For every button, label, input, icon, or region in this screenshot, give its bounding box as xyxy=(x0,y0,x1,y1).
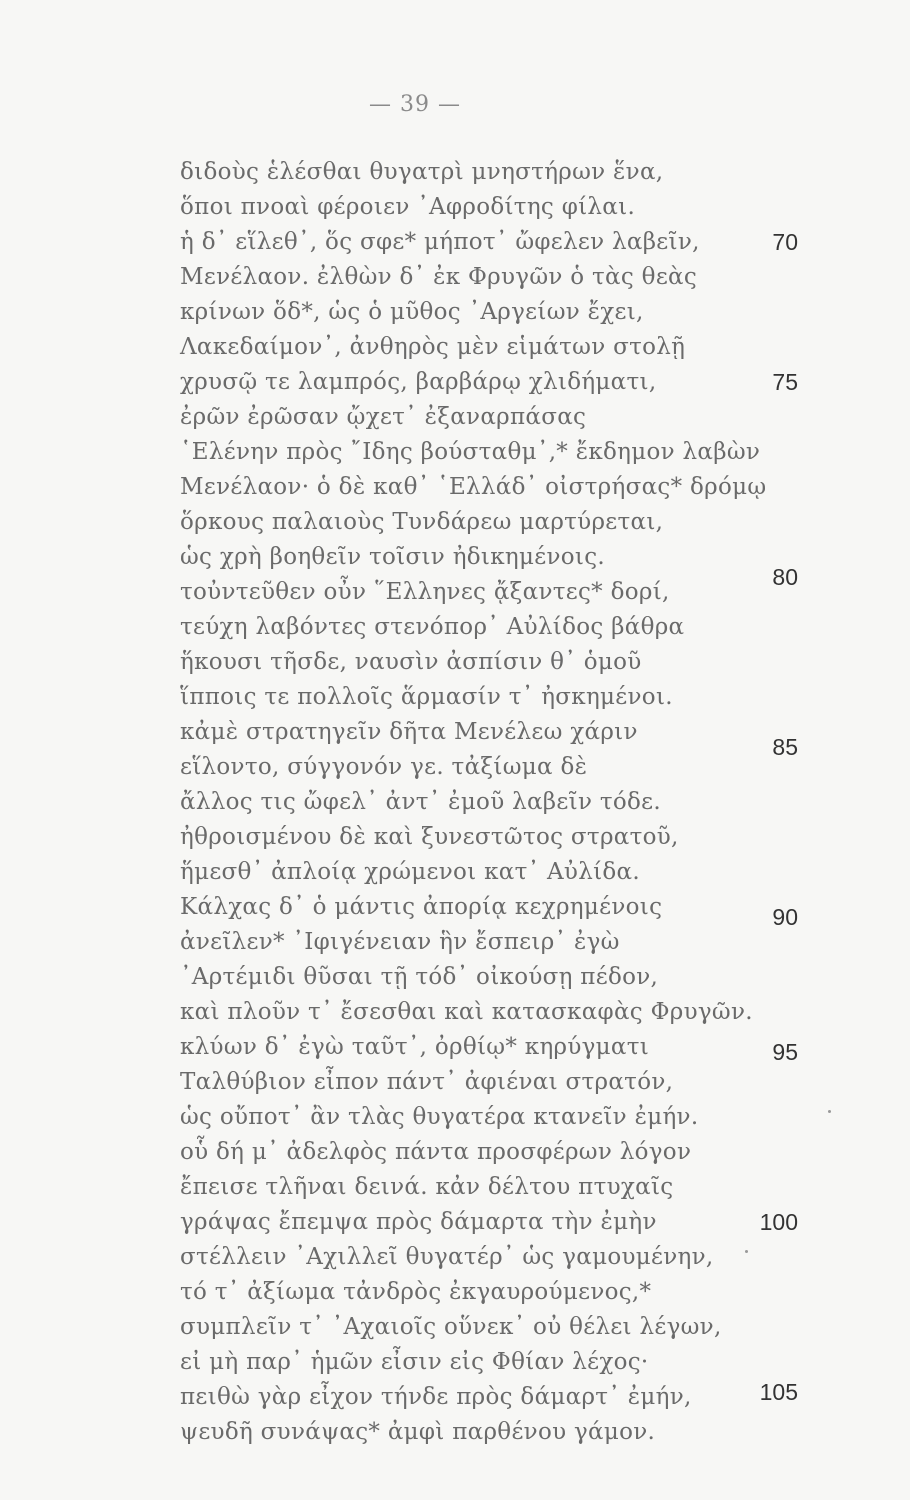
verse-line: συμπλεῖν τ᾿ ᾿Αχαιοῖς οὕνεκ᾿ οὐ θέλει λέγων, xyxy=(180,1314,722,1340)
line-number: 75 xyxy=(772,369,798,395)
verse-line: Κάλχας δ᾿ ὁ μάντις ἀπορίᾳ κεχρημένοις xyxy=(180,894,663,920)
verse-line: Μενέλαον· ὁ δὲ καθ᾿ ῾Ελλάδ᾿ οἰστρήσας* δρόμῳ xyxy=(180,474,767,500)
verse-line: εἵλοντο, σύγγονόν γε. τἀξίωμα δὲ xyxy=(180,754,588,780)
verse-line: τό τ᾿ ἀξίωμα τἀνδρὸς ἐκγαυρούμενος,* xyxy=(180,1279,652,1305)
verse-line: ἠθροισμένου δὲ καὶ ξυνεστῶτος στρατοῦ, xyxy=(180,824,679,850)
verse-line: ἥκουσι τῆσδε, ναυσὶν ἀσπίσιν θ᾿ ὁμοῦ xyxy=(180,649,642,675)
verse-line: Λακεδαίμον᾿, ἀνθηρὸς μὲν εἱμάτων στολῇ xyxy=(180,334,686,360)
verse-line: ἐρῶν ἐρῶσαν ᾤχετ᾿ ἐξαναρπάσας xyxy=(180,404,587,430)
verse-line: ὅρκους παλαιοὺς Τυνδάρεω μαρτύρεται, xyxy=(180,509,664,535)
verse-line: κλύων δ᾿ ἐγὼ ταῦτ᾿, ὀρθίῳ* κηρύγματι xyxy=(180,1034,650,1060)
verse-line: καὶ πλοῦν τ᾿ ἔσεσθαι καὶ κατασκαφὰς Φρυγῶν. xyxy=(180,999,753,1025)
line-number: 70 xyxy=(772,229,798,255)
verse-line: ὅποι πνοαὶ φέροιεν ᾿Αφροδίτης φίλαι. xyxy=(180,194,636,220)
verse-line: τεύχη λαβόντες στενόπορ᾿ Αὐλίδος βάθρα xyxy=(180,614,685,640)
verse-line: ᾿Αρτέμιδι θῦσαι τῇ τόδ᾿ οἰκούσῃ πέδον, xyxy=(180,964,659,990)
verse-line: ἡ δ᾿ εἵλεθ᾿, ὅς σφε* μήποτ᾿ ὤφελεν λαβεῖν, xyxy=(180,229,700,255)
verse-line: ἥμεσθ᾿ ἀπλοίᾳ χρώμενοι κατ᾿ Αὐλίδα. xyxy=(180,859,640,885)
line-number: 80 xyxy=(772,564,798,590)
verse-line: οὗ δή μ᾿ ἀδελφὸς πάντα προσφέρων λόγον xyxy=(180,1139,692,1165)
verse-line: διδοὺς ἑλέσθαι θυγατρὶ μνηστήρων ἕνα, xyxy=(180,159,664,185)
line-number: 90 xyxy=(772,904,798,930)
speck-mark xyxy=(828,1110,831,1113)
verse-line: ἔπεισε τλῆναι δεινά. κἀν δέλτου πτυχαῖς xyxy=(180,1174,674,1200)
verse-line: ἀνεῖλεν* ᾿Ιφιγένειαν ἣν ἔσπειρ᾿ ἐγὼ xyxy=(180,929,620,955)
verse-line: κἀμὲ στρατηγεῖν δῆτα Μενέλεω χάριν xyxy=(180,719,638,745)
line-number: 85 xyxy=(772,734,798,760)
verse-line: Ταλθύβιον εἶπον πάντ᾿ ἀφιέναι στρατόν, xyxy=(180,1069,674,1095)
verse-line: ὡς χρὴ βοηθεῖν τοῖσιν ἠδικημένοις. xyxy=(180,544,605,570)
verse-line: στέλλειν ᾿Αχιλλεῖ θυγατέρ᾿ ὡς γαμουμένην, xyxy=(180,1244,714,1270)
line-number: 100 xyxy=(759,1209,798,1235)
verse-line: ψευδῆ συνάψας* ἀμφὶ παρθένου γάμον. xyxy=(180,1419,656,1445)
verse-line: χρυσῷ τε λαμπρός, βαρβάρῳ χλιδήματι, xyxy=(180,369,657,395)
page-number: — 39 — xyxy=(369,92,461,117)
verse-line: κρίνων ὅδ*, ὡς ὁ μῦθος ᾿Αργείων ἔχει, xyxy=(180,299,644,325)
verse-line: πειθὼ γὰρ εἶχον τήνδε πρὸς δάμαρτ᾿ ἐμήν, xyxy=(180,1384,692,1410)
verse-line: τοὐντεῦθεν οὖν ῞Ελληνες ᾄξαντες* δορί, xyxy=(180,579,670,605)
line-number: 105 xyxy=(759,1379,798,1405)
verse-line: Μενέλαον. ἐλθὼν δ᾿ ἐκ Φρυγῶν ὁ τὰς θεὰς xyxy=(180,264,698,290)
speck-mark xyxy=(745,1250,748,1253)
verse-line: ῾Ελένην πρὸς ῎Ιδης βούσταθμ᾿,* ἔκδημον λαβὼν xyxy=(180,439,761,465)
verse-line: γράψας ἔπεμψα πρὸς δάμαρτα τὴν ἐμὴν xyxy=(180,1209,657,1235)
line-number: 95 xyxy=(772,1039,798,1065)
verse-line: ἵπποις τε πολλοῖς ἅρμασίν τ᾿ ἠσκημένοι. xyxy=(180,684,673,710)
verse-line: ἄλλος τις ὤφελ᾿ ἀντ᾿ ἐμοῦ λαβεῖν τόδε. xyxy=(180,789,661,815)
verse-line: ὡς οὔποτ᾿ ἂν τλὰς θυγατέρα κτανεῖν ἐμήν. xyxy=(180,1104,699,1130)
verse-line: εἰ μὴ παρ᾿ ἡμῶν εἶσιν εἰς Φθίαν λέχος· xyxy=(180,1349,649,1375)
